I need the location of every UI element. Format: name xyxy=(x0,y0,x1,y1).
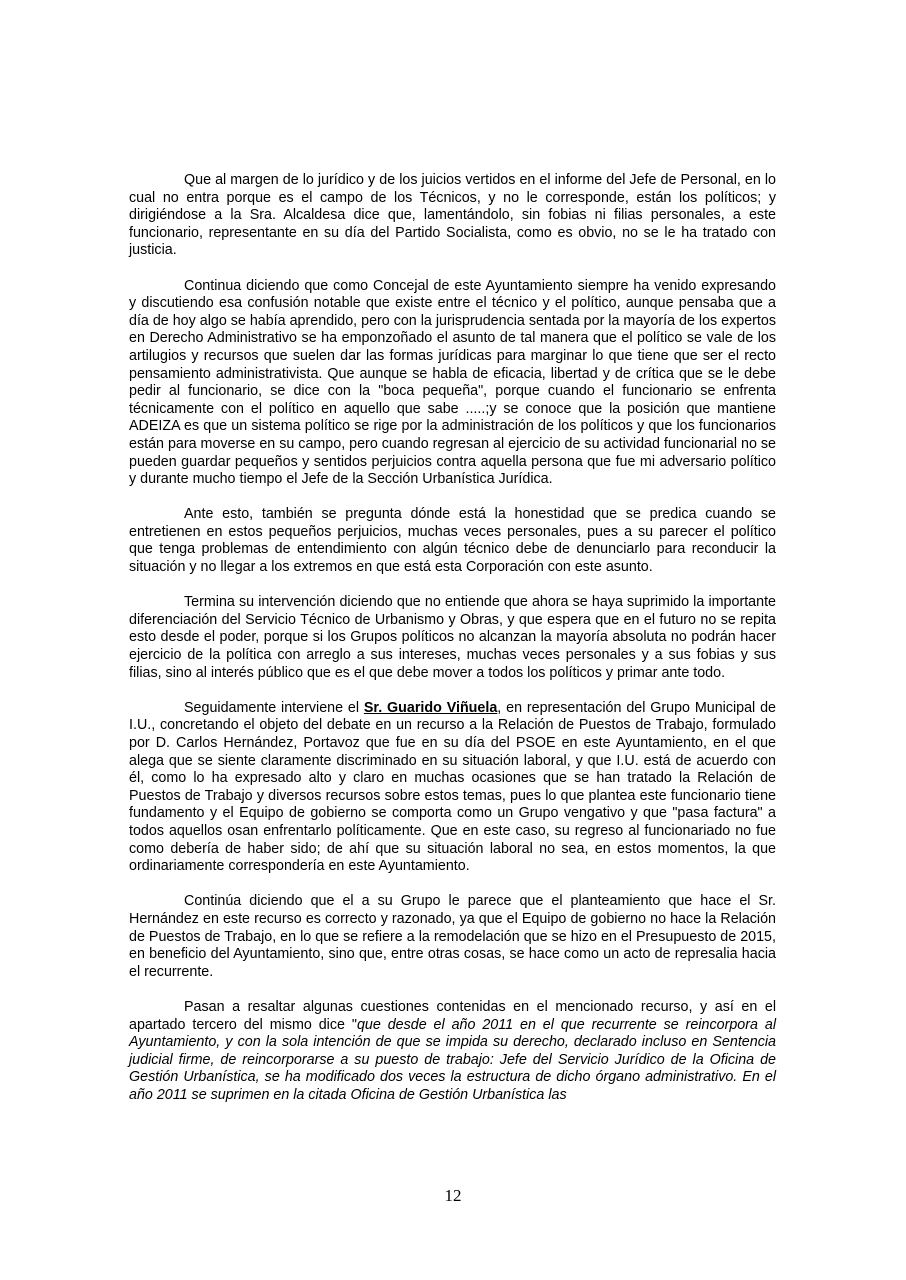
quoted-text: que desde el año 2011 en el que recurrente se reincorpora al Ayuntamiento, y con la sola intención de que se impida su derecho, declarado incluso en Sentencia judicial firme, de reincorporarse a su puesto de trabajo: Jefe del Servicio Jurídico de la Oficina de Gestión Urbanística, se ha modificado dos veces la estructura de dicho órgano administrativo. En el año 2011 se suprimen en la citada Oficina de Gestión Urbanística las xyxy=(129,1016,776,1103)
paragraph-2: Continua diciendo que como Concejal de este Ayuntamiento siempre ha venido expresando y discutiendo esa confusión notable que existe entre el técnico y el político, aunque pensaba que a día de hoy algo se había aprendido, pero con la jurisprudencia sentada por la mayoría de los expertos en Derecho Administrativo se ha emponzoñado el asunto de tal manera que el político se vale de los artilugios y recursos que suelen dar las formas jurídicas para marginar lo que tiene que ser el recto pensamiento administrativista. Que aunque se habla de eficacia, libertad y de crítica que se le debe pedir al funcionario, se dice con la "boca pequeña", porque cuando el funcionario se enfrenta técnicamente con el político en aquello que sabe .....;y se conoce que la posición que mantiene ADEIZA es que un sistema político se rige por la administración de los políticos y que los funcionarios están para moverse en su campo, pero cuando regresan al ejercicio de su actividad funcionarial no se pueden guardar pequeños y sentidos perjuicios contra aquella persona que fue mi adversario político y durante mucho tiempo el Jefe de la Sección Urbanística Jurídica. xyxy=(129,277,776,488)
paragraph-7 xyxy=(129,999,776,1105)
paragraph-5-body: , en representación del Grupo Municipal de I.U., concretando el objeto del debate en un recurso a la Relación de Puestos de Trabajo, formulado por D. Carlos Hernández, Portavoz que fue en su día del PSOE en este Ayuntamiento, en el que alega que se siente claramente discriminado en su situación laboral, y que I.U. está de acuerdo con él, como lo ha expresado alto y claro en muchas ocasiones que se han tratado la Relación de Puestos de Trabajo y diversos recursos sobre estos temas, pues lo que plantea este funcionario tiene fundamento y el Equipo de gobierno se comporta como un Grupo vengativo y que "pasa factura" a todos aquellos osan enfrentarlo políticamente. Que en este caso, su regreso al funcionariado no fue como debería de haber sido; de ahí que su situación laboral no sea, en estos momentos, la que ordinariamente correspondería en este Ayuntamiento. xyxy=(129,699,776,875)
paragraph-6: Continúa diciendo que el a su Grupo le parece que el planteamiento que hace el Sr. Hernández en este recurso es correcto y razonado, ya que el Equipo de gobierno no hace la Relación de Puestos de Trabajo, en lo que se refiere a la remodelación que se hizo en el Presupuesto de 2015, en beneficio del Ayuntamiento, sino que, entre otras cosas, se hace como un acto de represalia hacia el recurrente. xyxy=(129,893,776,980)
document-body xyxy=(129,172,776,1104)
paragraph-5 xyxy=(129,700,776,876)
speaker-name: Sr. Guarido Viñuela xyxy=(363,699,498,716)
paragraph-3: Ante esto, también se pregunta dónde está la honestidad que se predica cuando se entretienen en estos pequeños perjuicios, muchas veces personales, pues a su parecer el político que tenga problemas de entendimiento con algún técnico debe de denunciarlo para reconducir la situación y no llegar a los extremos en que está esta Corporación con este asunto. xyxy=(129,506,776,576)
paragraph-7-intro: Pasan a resaltar algunas cuestiones contenidas en el mencionado recurso, y así en el apartado tercero del mismo dice " xyxy=(129,998,776,1033)
paragraph-1: Que al margen de lo jurídico y de los juicios vertidos en el informe del Jefe de Personal, en lo cual no entra porque es el campo de los Técnicos, y no le corresponde, están los políticos; y dirigiéndose a la Sra. Alcaldesa dice que, lamentándolo, sin fobias ni filias personales, a este funcionario, representante en su día del Partido Socialista, como es obvio, no se le ha tratado con justicia. xyxy=(129,172,776,259)
paragraph-4: Termina su intervención diciendo que no entiende que ahora se haya suprimido la importante diferenciación del Servicio Técnico de Urbanismo y Obras, y que espera que en el futuro no se repita esto desde el poder, porque si los Grupos políticos no alcanzan la mayoría absoluta no podrán hacer ejercicio de la política con arreglo a sus intereses, muchas veces personales y a sus fobias y sus filias, sino al interés público que es el que debe mover a todos los políticos y primar ante todo. xyxy=(129,594,776,681)
paragraph-5-intro: Seguidamente interviene el xyxy=(184,699,364,716)
page-number: 12 xyxy=(444,1186,462,1205)
